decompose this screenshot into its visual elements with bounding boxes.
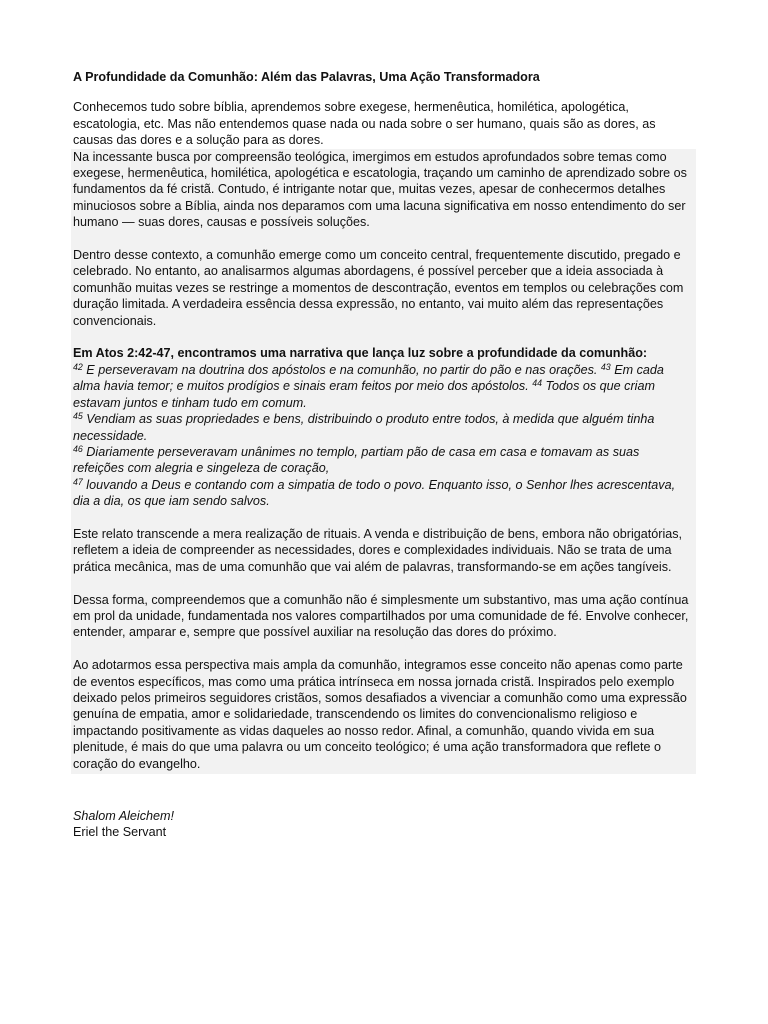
signoff (73, 808, 698, 841)
paragraph-2: Dentro desse contexto, a comunhão emerge como um conceito central, frequentemente discutido, pregado e celebrado. No entanto, ao analisarmos algumas abordagens, é possível perceber que a ideia associada à comunhão muitas vezes se restringe a momentos de descontração, eventos em templos ou celebrações com duração limitada. A verdadeira essência dessa expressão, no entanto, vai muito além das representações convencionais. (73, 248, 684, 328)
verse-number: 45 (73, 411, 83, 422)
verse-number: 43 (600, 361, 611, 372)
verse-45 (73, 412, 654, 442)
verse-number: 47 (73, 476, 83, 487)
paragraph-4: Dessa forma, compreendemos que a comunhão não é simplesmente um substantivo, mas uma ação contínua em prol da unidade, fundamentada nos valores compartilhados por uma comunidade de fé. Envolve conhecer, entender, amparar e, sempre que possível auxiliar na resolução das dores do próximo. (73, 592, 689, 640)
verses-block (73, 345, 692, 509)
paragraph-5: Ao adotarmos essa perspectiva mais ampla da comunhão, integramos esse conceito não apenas como parte de eventos específicos, mas como uma prática intrínseca em nossa jornada cristã. Inspirados pelo exemplo deixado pelos primeiros seguidores cristãos, somos desafiados a vivenciar a comunhão como uma expressão genuína de empatia, amor e solidariedade, transcendendo os limites do convencionalismo religioso e impactando positivamente as vidas daqueles ao nosso redor. Afinal, a comunhão, quando vivida em sua plenitude, é mais do que uma palavra ou um conceito teológico; é uma ação transformadora que reflete o coração do evangelho. (73, 658, 687, 771)
verse-number: 44 (532, 378, 543, 389)
verse-text: louvando a Deus e contando com a simpatia de todo o povo. Enquanto isso, o Senhor lhes acrescentava, dia a dia, os que iam sendo salvos. (73, 477, 676, 509)
greeting: Shalom Aleichem! (73, 808, 175, 823)
verse-text: Em cada alma havia temor; e muitos prodígios e sinais eram feitos por meio dos apóstolos. (73, 362, 664, 394)
verse-text: Todos os que criam estavam juntos e tinham tudo em comum. (73, 379, 655, 410)
document-body (73, 69, 698, 841)
verse-number: 42 (73, 361, 83, 372)
verses-heading: Em Atos 2:42-47, encontramos uma narrativa que lança luz sobre a profundidade da comunhão: (73, 346, 648, 361)
verse-42 (73, 363, 601, 377)
paragraph-1: Na incessante busca por compreensão teológica, imergimos em estudos aprofundados sobre temas como exegese, hermenêutica, homilética, apologética e escatologia, traçando um caminho de aprendizado sobre os fundamentos da fé cristã. Contudo, é intrigante notar que, muitas vezes, apesar de conhecermos detalhes minuciosos sobre a Bíblia, ainda nos deparamos com uma lacuna significativa em nosso entendimento do ser humano — suas dores, causas e possíveis soluções. (73, 149, 687, 230)
verse-text: Vendiam as suas propriedades e bens, distribuindo o produto entre todos, à medida que alguém tinha necessidade. (73, 412, 655, 443)
verse-46 (73, 445, 639, 475)
signature: Eriel the Servant (73, 825, 167, 840)
verse-text: Diariamente perseveravam unânimes no templo, partiam pão de casa em casa e tomavam as suas refeições com alegria e singeleza de coração, (73, 444, 640, 476)
paragraph-3: Este relato transcende a mera realização de rituais. A venda e distribuição de bens, embora não obrigatórias, refletem a ideia de compreender as necessidades, dores e complexidades individuais. Não se trata de uma prática mecânica, mas de uma comunhão que vai além de palavras, transformando-se em ações tangíveis. (73, 526, 683, 574)
document-title: A Profundidade da Comunhão: Além das Palavras, Uma Ação Transformadora (73, 70, 540, 84)
verse-text: E perseveravam na doutrina dos apóstolos e na comunhão, no partir do pão e nas orações. (82, 362, 601, 377)
verse-47 (73, 478, 675, 508)
intro-paragraph: Conhecemos tudo sobre bíblia, aprendemos sobre exegese, hermenêutica, homilética, apologética, escatologia, etc. Mas não entendemos quase nada ou nada sobre o ser humano, quais são as dores, as causas das dores e a solução para as dores. (73, 100, 656, 148)
verse-number: 46 (73, 443, 83, 454)
highlighted-section (71, 149, 696, 774)
